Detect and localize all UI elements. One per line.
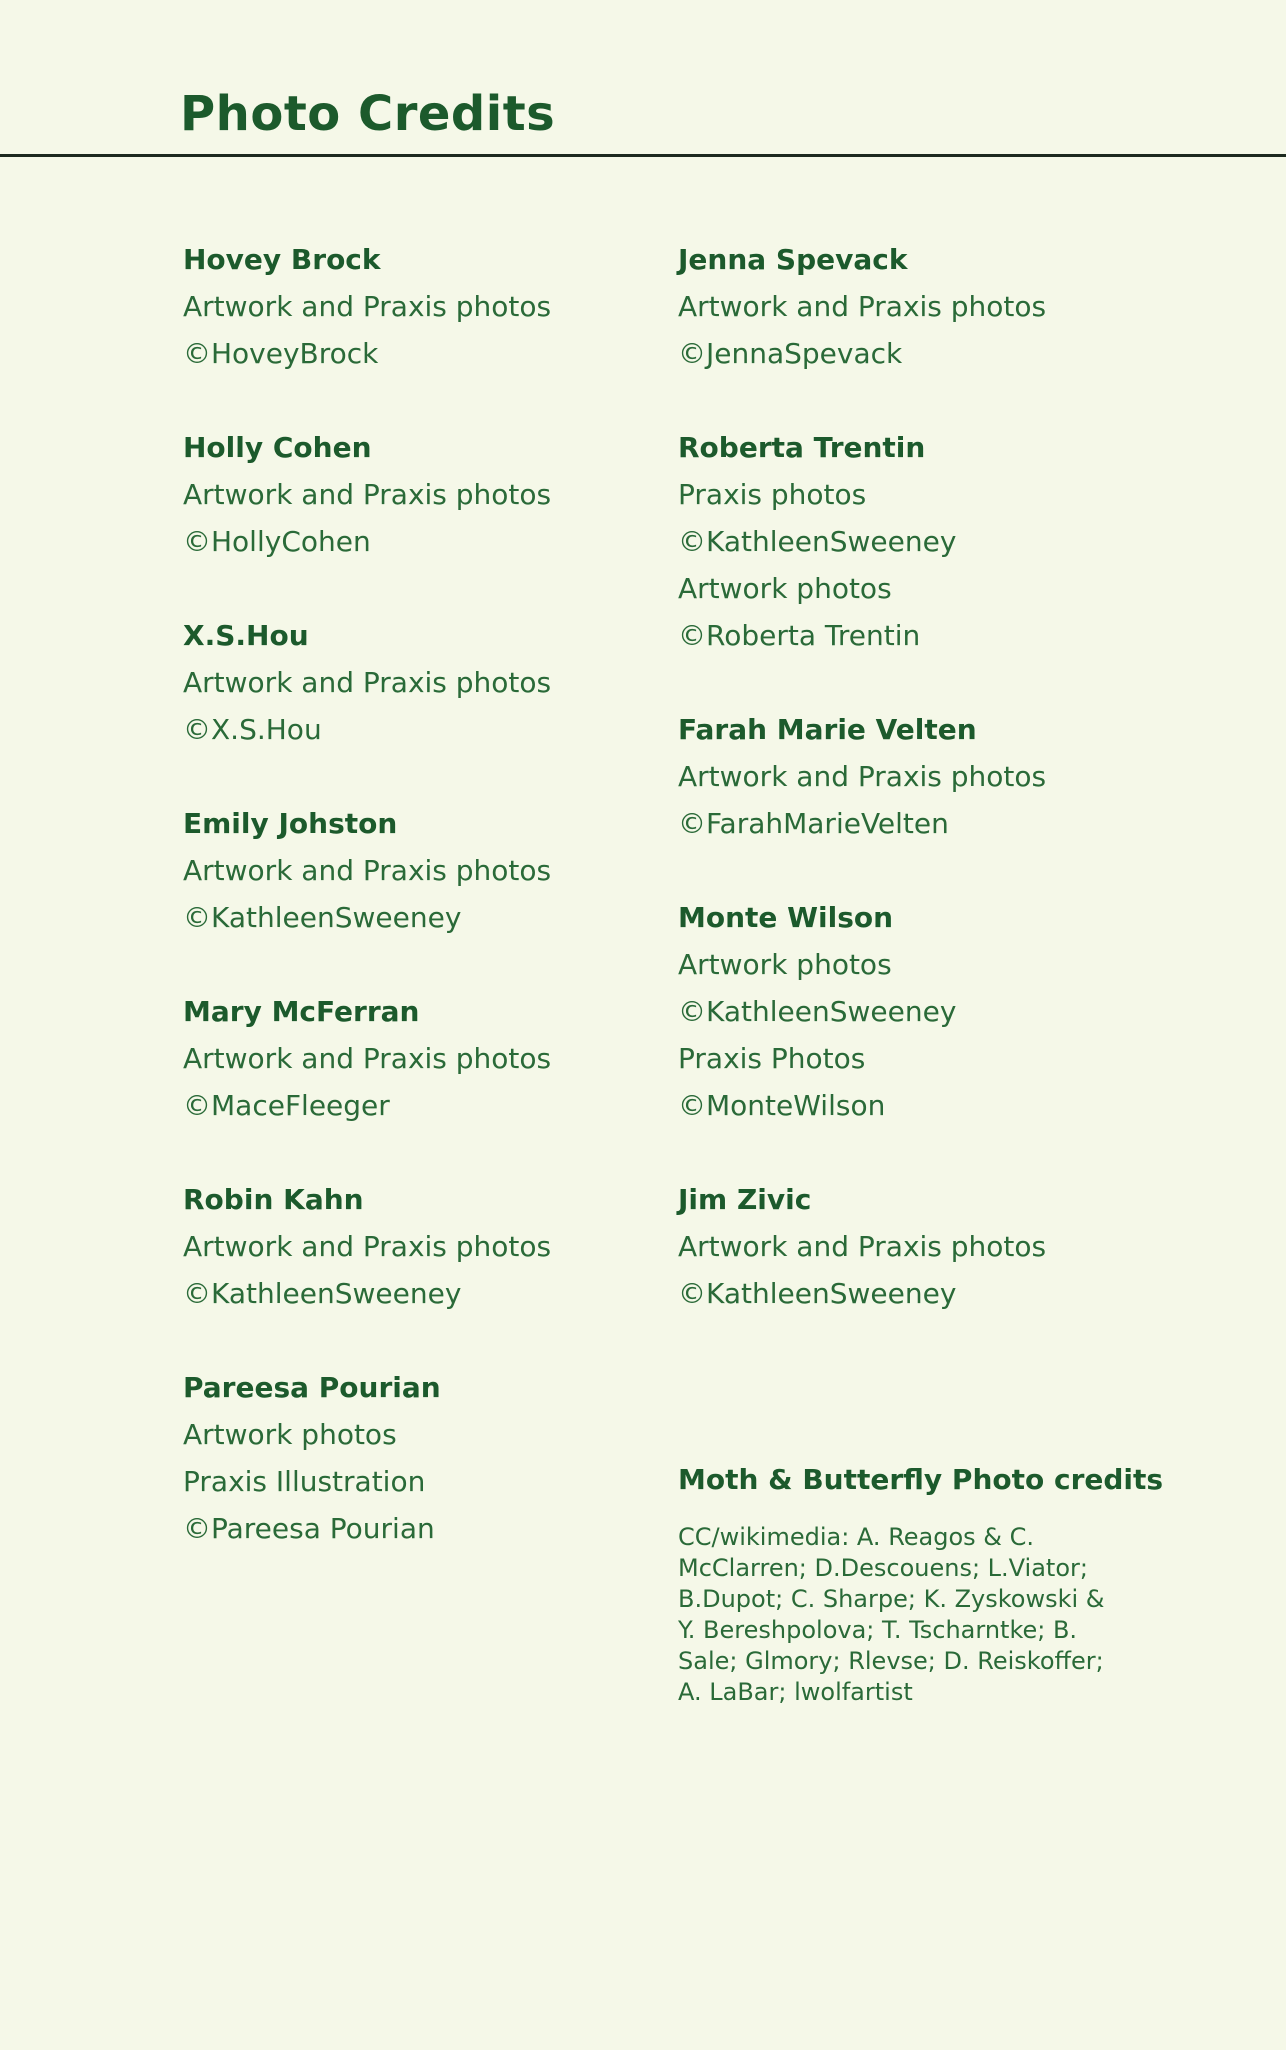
credit-entry (183, 612, 643, 753)
credit-line: ©MaceFleeger (183, 1089, 390, 1122)
credit-line: ©Pareesa Pourian (183, 1512, 435, 1545)
credit-artist-name: Hovey Brock (183, 243, 381, 276)
credit-line: Artwork photos (678, 948, 892, 981)
credit-line: Artwork and Praxis photos (678, 1230, 1047, 1263)
credit-line: ©Roberta Trentin (678, 619, 921, 652)
credit-line: Artwork photos (183, 1418, 397, 1451)
credit-line: Artwork and Praxis photos (183, 666, 552, 699)
credit-artist-name: Mary McFerran (183, 995, 420, 1028)
header-divider (0, 154, 1286, 157)
credit-entry (678, 236, 1138, 377)
credit-artist-name: Jenna Spevack (678, 243, 908, 276)
credit-line: ©MonteWilson (678, 1089, 886, 1122)
credit-artist-name: Emily Johston (183, 807, 398, 840)
credit-artist-name: Pareesa Pourian (183, 1371, 441, 1404)
credit-entry (678, 1176, 1138, 1317)
credit-line: ©KathleenSweeney (183, 1277, 462, 1310)
credit-entry (183, 1364, 643, 1552)
moth-credits-heading: Moth & Butterfly Photo credits (678, 1463, 1164, 1496)
credit-line: Artwork and Praxis photos (183, 290, 552, 323)
credit-line: ©KathleenSweeney (678, 995, 957, 1028)
credit-line: Artwork and Praxis photos (183, 478, 552, 511)
credit-artist-name: Holly Cohen (183, 431, 372, 464)
credit-artist-name: Monte Wilson (678, 901, 894, 934)
credit-line: ©FarahMarieVelten (678, 807, 949, 840)
credit-artist-name: Roberta Trentin (678, 431, 926, 464)
credit-entry (678, 706, 1138, 847)
credit-line: Artwork and Praxis photos (183, 1042, 552, 1075)
credit-line: Artwork and Praxis photos (678, 290, 1047, 323)
credit-artist-name: Jim Zivic (678, 1183, 812, 1216)
credit-line: Artwork and Praxis photos (678, 760, 1047, 793)
credit-entry (678, 424, 1138, 659)
credits-right-column (678, 236, 1138, 1364)
credit-line: ©JennaSpevack (678, 337, 903, 370)
credit-artist-name: Robin Kahn (183, 1183, 364, 1216)
credit-artist-name: Farah Marie Velten (678, 713, 977, 746)
page-title: Photo Credits (180, 86, 556, 142)
credit-line: ©X.S.Hou (183, 713, 322, 746)
credit-line: Artwork and Praxis photos (183, 854, 552, 887)
credit-entry (183, 1176, 643, 1317)
credit-entry (183, 236, 643, 377)
credit-line: Praxis photos (678, 478, 867, 511)
credit-entry (183, 424, 643, 565)
credit-line: ©HollyCohen (183, 525, 371, 558)
credit-line: ©KathleenSweeney (183, 901, 462, 934)
credit-line: Praxis Photos (678, 1042, 866, 1075)
moth-credits-text: CC/wikimedia: A. Reagos & C. McClarren; D.Descouens; L.Viator; B.Dupot; C. Sharpe; K. Zyskowski & Y. Bereshpolova; T. Tscharntke; B. Sale; Glmory; Rlevse; D. Reiskoffer; A. LaBar; lwolfartist (678, 1523, 1105, 1706)
credit-line: Artwork photos (678, 572, 892, 605)
credit-line: ©HoveyBrock (183, 337, 379, 370)
page-header (0, 0, 1286, 156)
credit-entry (183, 988, 643, 1129)
credit-line: ©KathleenSweeney (678, 1277, 957, 1310)
credit-line: Artwork and Praxis photos (183, 1230, 552, 1263)
credit-line: ©KathleenSweeney (678, 525, 957, 558)
moth-butterfly-credits (678, 1460, 1164, 1708)
credit-artist-name: X.S.Hou (183, 619, 309, 652)
credit-entry (183, 800, 643, 941)
credit-entry (678, 894, 1138, 1129)
credit-line: Praxis Illustration (183, 1465, 426, 1498)
credits-left-column (183, 236, 643, 1599)
